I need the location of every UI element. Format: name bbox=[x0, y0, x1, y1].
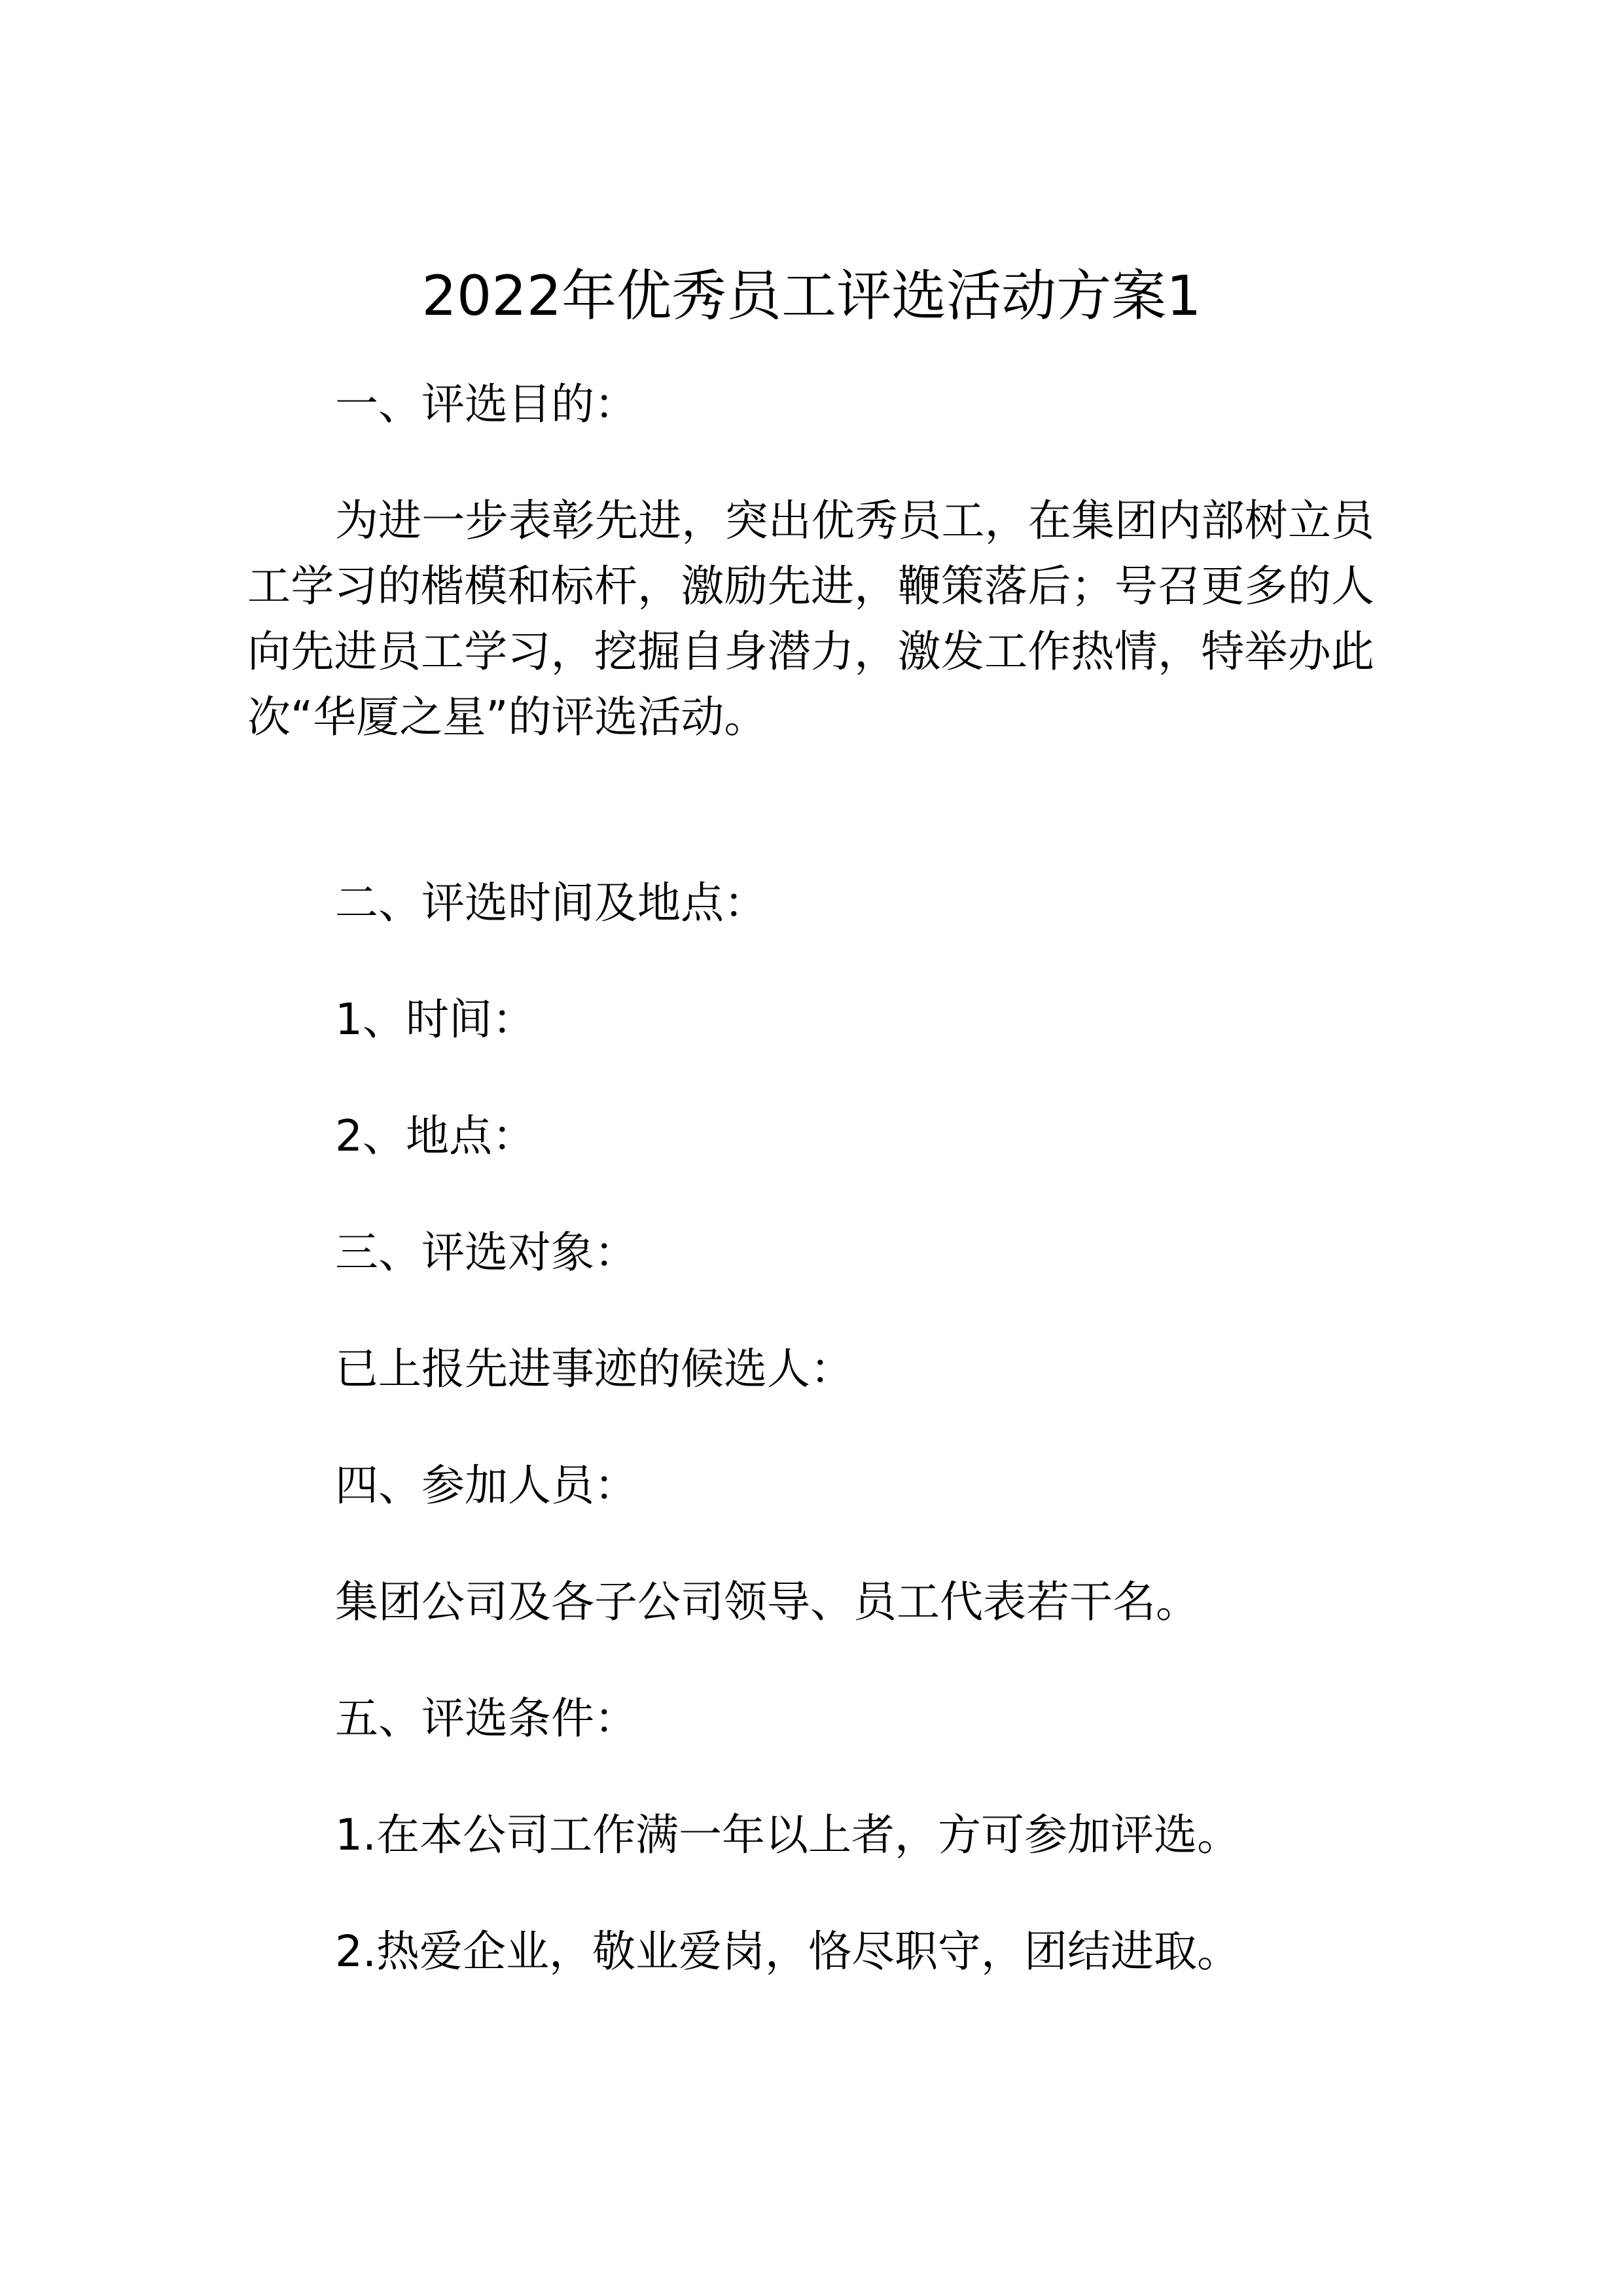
section-heading-time-place: 二、评选时间及地点： bbox=[335, 878, 767, 928]
purpose-paragraph: 为进一步表彰先进，突出优秀员工，在集团内部树立员工学习的楷模和标杆，激励先进，鞭策落后；号召更多的人向先进员工学习，挖掘自身潜力，激发工作热情，特举办此次“华厦之星”的评选活动。 bbox=[247, 495, 1374, 742]
section-heading-criteria: 五、评选条件： bbox=[335, 1693, 637, 1744]
section-heading-participants: 四、参加人员： bbox=[335, 1460, 637, 1511]
time-item: 1、时间： bbox=[335, 994, 535, 1045]
targets-text: 已上报先进事迹的候选人： bbox=[335, 1344, 853, 1394]
participants-text: 集团公司及各子公司领导、员工代表若干名。 bbox=[335, 1577, 1199, 1627]
place-item: 2、地点： bbox=[335, 1111, 535, 1161]
section-heading-targets: 三、评选对象： bbox=[335, 1227, 637, 1278]
section-heading-purpose: 一、评选目的： bbox=[335, 379, 637, 429]
document-title: 2022年优秀员工评选活动方案1 bbox=[421, 264, 1202, 328]
criteria-item-2: 2.热爱企业，敬业爱岗，恪尽职守，团结进取。 bbox=[335, 1926, 1240, 1977]
criteria-item-1: 1.在本公司工作满一年以上者，方可参加评选。 bbox=[335, 1810, 1240, 1860]
